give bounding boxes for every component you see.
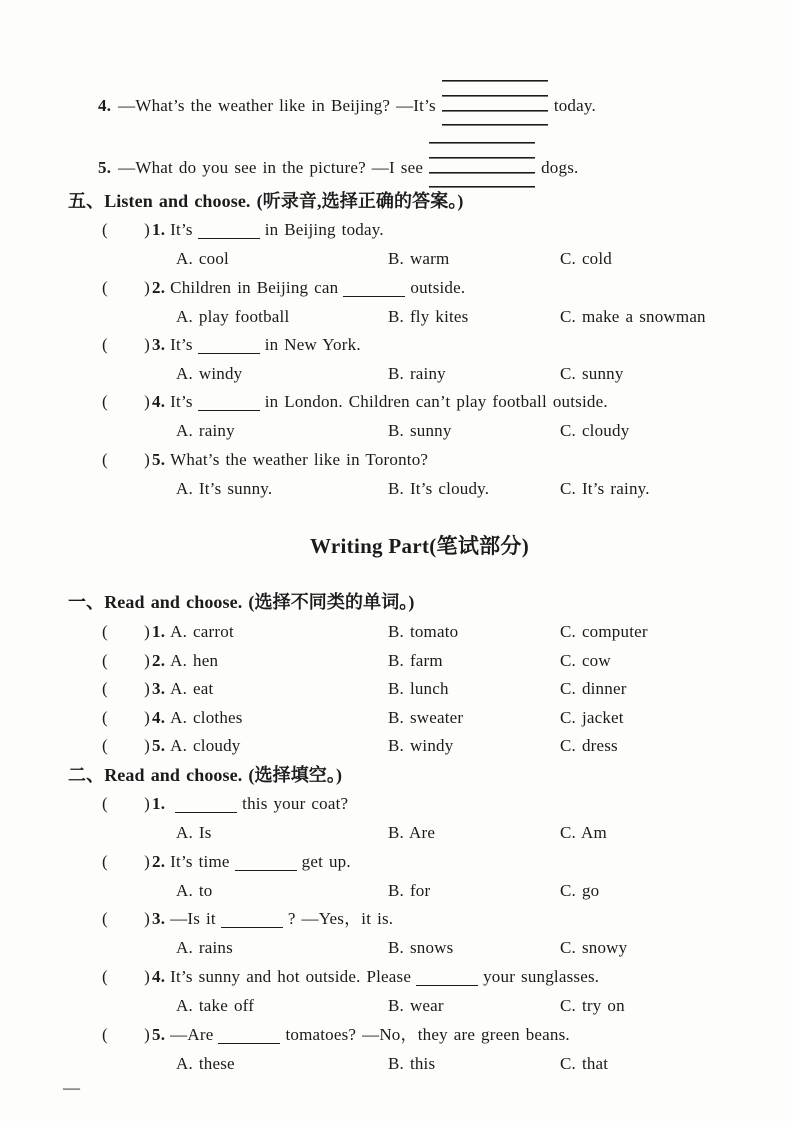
question-text-pre: Children in Beijing can [170, 278, 339, 297]
question-text-post: get up. [301, 852, 351, 871]
answer-blank [235, 856, 297, 871]
listen-q5 [102, 449, 428, 471]
option-b: B. windy [388, 736, 454, 755]
option-a: A. It’s sunny. [176, 479, 273, 498]
answer-bracket [102, 621, 150, 643]
read2-q1 [102, 793, 348, 815]
option-c: C. It’s rainy. [560, 479, 650, 498]
option-b: B. snows [388, 938, 454, 957]
read2-q4 [102, 966, 599, 988]
option-b: B. sunny [388, 421, 452, 440]
paren-close: ) [144, 651, 150, 670]
option-c: C. sunny [560, 364, 624, 383]
answer-blank [221, 913, 283, 928]
option-a: A. rainy [176, 421, 235, 440]
paren-close: ) [144, 335, 150, 354]
question-text-post: your sunglasses. [483, 967, 600, 986]
paren-open: ( [102, 909, 108, 928]
option-c: C. that [560, 1054, 609, 1073]
listen-q3-row [0, 334, 793, 356]
paren-close: ) [144, 909, 150, 928]
option-c: C. make a snowman [560, 307, 706, 326]
fill-question-4-row [0, 80, 793, 115]
read2-q1-options-row [0, 822, 793, 844]
answer-bracket [102, 793, 150, 815]
paren-close: ) [144, 1025, 150, 1044]
option-c: C. Am [560, 823, 607, 842]
read2-q4-row [0, 966, 793, 988]
writing-part-title: Writing Part(笔试部分) [309, 534, 530, 558]
question-text-post: in New York. [264, 335, 361, 354]
option-b: B. sweater [388, 708, 464, 727]
option-b: B. fly kites [388, 307, 469, 326]
question-number: 5. [98, 158, 112, 177]
read2-q5-row [0, 1024, 793, 1046]
answer-blank [218, 1029, 280, 1044]
listen-q3 [102, 334, 361, 356]
read1-q3-row [0, 678, 793, 700]
question-text-pre: —What do you see in the picture? —I see [118, 158, 424, 177]
read2-q5 [102, 1024, 570, 1046]
answer-bracket [102, 735, 150, 757]
read1-q5-lead [102, 735, 241, 757]
listen-q4-row [0, 391, 793, 413]
option-a: A. eat [170, 679, 214, 698]
question-text-pre: It’s [170, 392, 193, 411]
option-b: B. warm [388, 249, 450, 268]
answer-blank [175, 798, 237, 813]
listen-q4-options-row [0, 420, 793, 442]
paren-open: ( [102, 450, 108, 469]
paren-close: ) [144, 450, 150, 469]
question-number: 1. [152, 794, 166, 813]
read1-q3-lead [102, 678, 213, 700]
option-c: C. computer [560, 622, 648, 641]
option-a: A. hen [170, 651, 219, 670]
paren-close: ) [144, 708, 150, 727]
answer-bracket [102, 650, 150, 672]
footer-row [0, 1077, 793, 1099]
listen-q5-row [0, 449, 793, 471]
option-b: B. farm [388, 651, 443, 670]
question-number: 4. [152, 708, 166, 727]
answer-bracket [102, 851, 150, 873]
option-a: A. play football [176, 307, 290, 326]
question-number: 5. [152, 450, 166, 469]
question-number: 5. [152, 736, 166, 755]
listen-q2-options-row [0, 306, 793, 328]
read1-section-heading-row [0, 591, 793, 613]
question-text-pre: What’s the weather like in Toronto? [170, 450, 429, 469]
option-a: A. rains [176, 938, 233, 957]
answer-bracket [102, 391, 150, 413]
option-a: A. windy [176, 364, 243, 383]
read2-q1-row [0, 793, 793, 815]
question-number: 1. [152, 622, 166, 641]
answer-blank [416, 971, 478, 986]
question-number: 5. [152, 1025, 166, 1044]
answer-bracket [102, 334, 150, 356]
read2-q3-options-row [0, 937, 793, 959]
paren-open: ( [102, 679, 108, 698]
option-b: B. rainy [388, 364, 446, 383]
read2-section-heading-row [0, 764, 793, 786]
question-text-post: this your coat? [242, 794, 349, 813]
option-c: C. cold [560, 249, 613, 268]
question-text-post: tomatoes? —No，they are green beans. [285, 1025, 570, 1044]
option-c: C. cow [560, 651, 611, 670]
question-text-post: in Beijing today. [264, 220, 384, 239]
question-number: 2. [152, 852, 166, 871]
paren-open: ( [102, 392, 108, 411]
paren-close: ) [144, 392, 150, 411]
option-a: A. cloudy [170, 736, 241, 755]
section-heading-read1: 一、Read and choose. (选择不同类的单词。) [68, 592, 415, 612]
question-text-post: outside. [410, 278, 466, 297]
paren-open: ( [102, 852, 108, 871]
option-c: C. dress [560, 736, 618, 755]
option-c: C. cloudy [560, 421, 630, 440]
answer-bracket [102, 678, 150, 700]
fill-question-5 [98, 142, 578, 188]
answer-blank [343, 282, 405, 297]
read2-q3-row [0, 908, 793, 930]
read1-q4-lead [102, 707, 243, 729]
read2-q2-row [0, 851, 793, 873]
read2-q5-options-row [0, 1053, 793, 1075]
paren-open: ( [102, 220, 108, 239]
option-c: C. snowy [560, 938, 628, 957]
paren-open: ( [102, 1025, 108, 1044]
listen-q3-options-row [0, 363, 793, 385]
fourline-answer-blank [442, 80, 548, 126]
listen-q1-options-row [0, 248, 793, 270]
paren-close: ) [144, 967, 150, 986]
question-text-post: in London. Children can’t play football outside. [264, 392, 608, 411]
listen-q1 [102, 219, 384, 241]
read1-q1-lead [102, 621, 234, 643]
answer-bracket [102, 449, 150, 471]
question-number: 3. [152, 909, 166, 928]
question-number: 2. [152, 651, 166, 670]
read2-q3 [102, 908, 393, 930]
read1-q2-row [0, 650, 793, 672]
question-text-pre: It’s sunny and hot outside. Please [170, 967, 412, 986]
paren-close: ) [144, 794, 150, 813]
read1-q2-lead [102, 650, 218, 672]
answer-blank [198, 339, 260, 354]
option-b: B. Are [388, 823, 436, 842]
question-text-pre: —Is it [170, 909, 216, 928]
answer-bracket [102, 707, 150, 729]
question-number: 4. [152, 967, 166, 986]
option-c: C. go [560, 881, 600, 900]
fourline-answer-blank [429, 142, 535, 188]
listen-q2-row [0, 277, 793, 299]
answer-bracket [102, 908, 150, 930]
question-number: 4. [152, 392, 166, 411]
paren-open: ( [102, 736, 108, 755]
paren-close: ) [144, 622, 150, 641]
listen-q5-options-row [0, 478, 793, 500]
option-b: B. It’s cloudy. [388, 479, 490, 498]
question-text-post: dogs. [541, 158, 579, 177]
option-a: A. to [176, 881, 213, 900]
read2-q4-options-row [0, 995, 793, 1017]
question-text-post: today. [553, 96, 596, 115]
paren-close: ) [144, 679, 150, 698]
option-b: B. wear [388, 996, 444, 1015]
question-text-pre: —What’s the weather like in Beijing? —It’s [118, 96, 436, 115]
paren-open: ( [102, 967, 108, 986]
option-a: A. cool [176, 249, 229, 268]
paren-open: ( [102, 622, 108, 641]
paren-open: ( [102, 335, 108, 354]
question-text-pre: It’s [170, 335, 193, 354]
question-number: 3. [152, 335, 166, 354]
page-footer-mark: — [63, 1078, 81, 1097]
question-text-pre: It’s time [170, 852, 230, 871]
listen-q1-row [0, 219, 793, 241]
paren-close: ) [144, 852, 150, 871]
paren-close: ) [144, 736, 150, 755]
listen-q4 [102, 391, 608, 413]
answer-bracket [102, 277, 150, 299]
option-b: B. this [388, 1054, 436, 1073]
fill-question-5-row [0, 142, 793, 177]
answer-blank [198, 224, 260, 239]
option-c: C. dinner [560, 679, 627, 698]
answer-bracket [102, 966, 150, 988]
question-number: 2. [152, 278, 166, 297]
option-a: A. carrot [170, 622, 234, 641]
paren-open: ( [102, 708, 108, 727]
section-heading-listen: 五、Listen and choose. (听录音,选择正确的答案。) [68, 191, 464, 211]
answer-blank [198, 396, 260, 411]
option-a: A. these [176, 1054, 235, 1073]
section-heading-read2: 二、Read and choose. (选择填空。) [68, 765, 343, 785]
read2-q2 [102, 851, 351, 873]
paren-open: ( [102, 794, 108, 813]
read1-q5-row [0, 735, 793, 757]
read1-q4-row [0, 707, 793, 729]
answer-bracket [102, 1024, 150, 1046]
question-number: 1. [152, 220, 166, 239]
option-a: A. take off [176, 996, 255, 1015]
option-b: B. tomato [388, 622, 459, 641]
option-b: B. for [388, 881, 431, 900]
listen-section-heading-row [0, 190, 793, 212]
answer-bracket [102, 219, 150, 241]
read2-q2-options-row [0, 880, 793, 902]
listen-q2 [102, 277, 465, 299]
question-text-pre: —Are [170, 1025, 214, 1044]
read1-q1-row [0, 621, 793, 643]
question-number: 4. [98, 96, 112, 115]
paren-open: ( [102, 651, 108, 670]
question-text-post: ? —Yes，it is. [287, 909, 394, 928]
option-c: C. jacket [560, 708, 624, 727]
paren-close: ) [144, 220, 150, 239]
option-c: C. try on [560, 996, 625, 1015]
fill-question-4 [98, 80, 596, 126]
option-b: B. lunch [388, 679, 449, 698]
question-number: 3. [152, 679, 166, 698]
paren-close: ) [144, 278, 150, 297]
question-text-pre: It’s [170, 220, 193, 239]
option-a: A. clothes [170, 708, 243, 727]
option-a: A. Is [176, 823, 212, 842]
paren-open: ( [102, 278, 108, 297]
